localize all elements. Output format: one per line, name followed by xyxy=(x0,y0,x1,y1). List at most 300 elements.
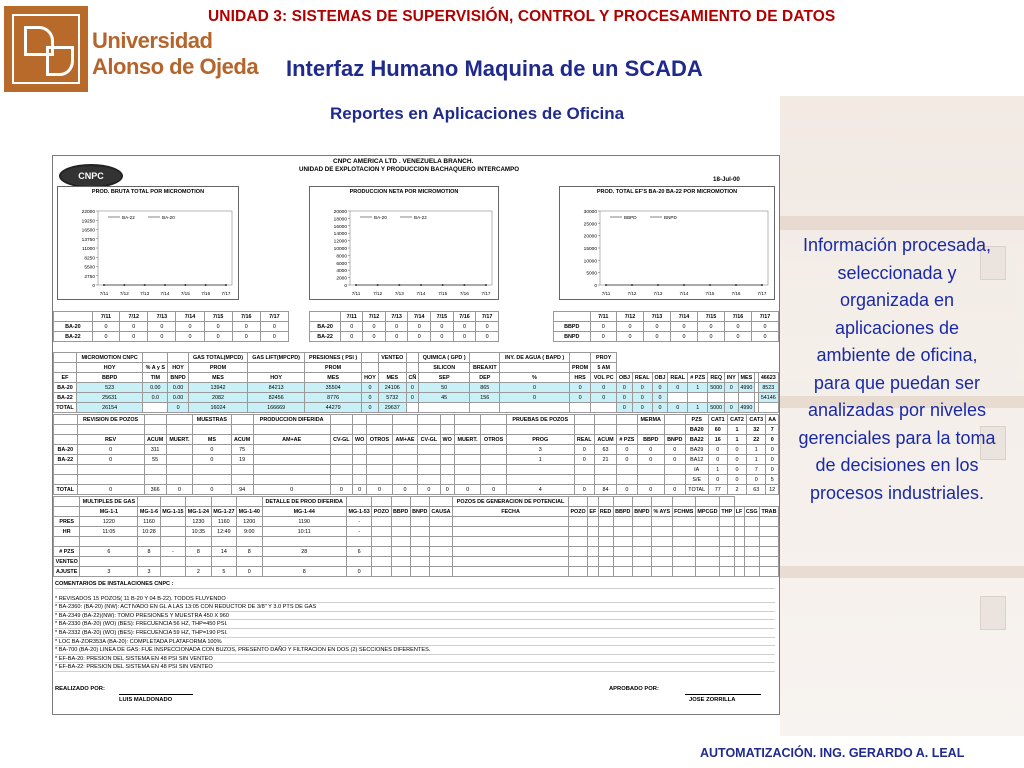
table-cell: 0 xyxy=(747,475,766,485)
table-cell: VENTEO xyxy=(54,557,80,567)
table-cell xyxy=(759,527,778,537)
table-cell xyxy=(367,455,393,465)
table-cell: - xyxy=(346,527,371,537)
table-cell xyxy=(237,537,262,547)
table-cell xyxy=(569,517,588,527)
table-cell: VENTEO xyxy=(378,353,406,363)
table-cell: 8 xyxy=(186,547,211,557)
table-cell: BNPD xyxy=(664,435,685,445)
table-cell: 0 xyxy=(454,485,481,495)
table-cell: 46623 xyxy=(758,373,778,383)
table-cell xyxy=(594,415,616,425)
legend-label: BNPD xyxy=(664,215,677,220)
table-row xyxy=(310,322,499,332)
y-tick-label: 0 xyxy=(92,284,95,289)
table-row xyxy=(54,332,289,342)
table-cell: 0 xyxy=(148,322,176,332)
table-cell xyxy=(664,415,685,425)
table-cell: MG-1-53 xyxy=(346,507,371,517)
x-tick-label: 7/14 xyxy=(416,291,426,296)
table-cell xyxy=(598,537,613,547)
table-cell: 0.00 xyxy=(168,383,188,393)
y-tick-label: 2000 xyxy=(336,276,347,282)
table-cell xyxy=(759,547,778,557)
table-cell: BA-20 xyxy=(54,383,77,393)
table-cell: CSG xyxy=(745,508,758,515)
table-cell xyxy=(453,517,569,527)
table-cell: EF xyxy=(589,508,597,515)
table-row xyxy=(54,373,779,383)
table-cell: TIM xyxy=(143,373,168,383)
table-cell xyxy=(651,517,672,527)
table-cell xyxy=(672,567,695,577)
table-cell xyxy=(253,455,330,465)
y-tick-label: 10000 xyxy=(333,247,347,252)
table-cell xyxy=(470,403,500,413)
table-cell xyxy=(668,393,688,403)
table-cell: 7 xyxy=(747,465,766,475)
table-cell: BA-20 xyxy=(54,322,93,332)
table-cell xyxy=(725,393,738,403)
table-cell: HOY xyxy=(248,373,305,383)
table-cell xyxy=(598,527,613,537)
table-cell: 7/15 xyxy=(204,312,232,322)
table-cell: 0 xyxy=(148,332,176,342)
table-cell xyxy=(481,465,507,475)
table-cell xyxy=(77,425,144,435)
table-cell: 0 xyxy=(92,322,120,332)
table-cell xyxy=(186,497,211,507)
table-cell xyxy=(410,547,429,557)
table-cell xyxy=(253,425,330,435)
table-cell: TOTAL xyxy=(54,403,77,413)
table-cell xyxy=(166,415,193,425)
table-cell xyxy=(353,445,367,455)
y-tick-label: 5500 xyxy=(84,265,95,271)
table-cell: BA-20 xyxy=(54,445,78,455)
table-cell: DEP xyxy=(470,373,500,383)
table-cell: 0 xyxy=(766,435,779,445)
table-cell xyxy=(231,465,253,475)
table-cell xyxy=(440,465,454,475)
table-cell: 0 xyxy=(260,322,288,332)
table-cell: 22 xyxy=(747,435,766,445)
chart-prod-neta: PRODUCCION NETA POR MICROMOTION 20000 18000 16000 14000 12000 10000 8000 6000 4000 2000 0 BA-20 BA-22 7/11 7/12 7/13 7/14 7/15 7/16 7/17 xyxy=(309,186,499,300)
table-cell xyxy=(632,527,651,537)
y-tick-label: 13750 xyxy=(81,237,95,243)
table-cell: 94 xyxy=(231,485,253,495)
table-cell xyxy=(372,567,391,577)
table-cell xyxy=(429,537,452,547)
table-cell xyxy=(143,403,168,413)
table-cell: BBPD xyxy=(392,508,409,515)
table-cell: MES xyxy=(738,373,755,383)
table-cell: 0 xyxy=(617,403,633,413)
table-cell xyxy=(594,465,616,475)
table-cell: OTROS xyxy=(367,435,393,445)
table-cell: 0 xyxy=(260,332,288,342)
table-cell xyxy=(440,445,454,455)
table-cell xyxy=(569,547,588,557)
table-cell: 0 xyxy=(574,445,594,455)
table-cell: 0 xyxy=(724,332,751,342)
table-cell: 55 xyxy=(144,455,166,465)
table-cell xyxy=(632,557,651,567)
table-cell xyxy=(211,537,236,547)
table-cell: INY xyxy=(725,373,738,383)
table-cell xyxy=(231,415,253,425)
table-cell: AM+AE xyxy=(392,435,417,445)
table-cell: 0 xyxy=(176,332,204,342)
table-cell xyxy=(410,517,429,527)
table-cell: 63 xyxy=(747,485,766,495)
table-row xyxy=(554,322,779,332)
table-cell: 7/17 xyxy=(476,312,499,322)
y-tick-label: 16500 xyxy=(81,228,95,234)
table-cell: 0 xyxy=(727,455,746,465)
table-cell xyxy=(367,465,393,475)
table-row xyxy=(54,393,779,403)
comment-line: * BA-700 (BA-20) LINEA DE GAS: FUE INSPECCIONADA CON BUZOS, PRESENTO DAÑO Y FILTRACION EN DOS (2) SECCIONES DIFERENTES. xyxy=(55,646,775,655)
table-cell xyxy=(651,537,672,547)
table-cell: 0 xyxy=(574,485,594,495)
table-cell: LF xyxy=(735,508,743,515)
table-cell: 7/17 xyxy=(260,312,288,322)
table-cell xyxy=(617,465,638,475)
table-cell xyxy=(418,425,440,435)
table-cell xyxy=(672,497,695,507)
x-tick-label: 7/15 xyxy=(438,291,448,296)
table-cell: % A y S xyxy=(143,363,168,373)
table-cell: 0 xyxy=(652,393,668,403)
table-cell xyxy=(453,547,569,557)
table-cell: 35504 xyxy=(304,383,361,393)
table-cell: TOTAL xyxy=(54,485,78,495)
table-row xyxy=(54,322,289,332)
table-cell: 1230 xyxy=(186,517,211,527)
table-cell: 82456 xyxy=(248,393,305,403)
table-cell: SEP xyxy=(418,373,469,383)
table-cell: 7/11 xyxy=(341,312,363,322)
table-cell xyxy=(160,517,185,527)
table-cell: THP xyxy=(721,508,733,515)
table-cell: TOTAL xyxy=(685,485,708,495)
y-tick-label: 14000 xyxy=(333,232,347,238)
table-cell: 1 xyxy=(727,425,746,435)
table-cell xyxy=(598,517,613,527)
table-row xyxy=(54,547,779,557)
university-logo-mark xyxy=(4,6,88,92)
table-cell xyxy=(598,547,613,557)
table-cell: REAL xyxy=(668,373,688,383)
x-tick-label: 7/11 xyxy=(351,291,361,296)
table-cell xyxy=(744,557,759,567)
table-cell: 0 xyxy=(385,322,408,332)
table-cell: DETALLE DE PROD DIFERIDA xyxy=(262,497,346,507)
table-cell: # PZS xyxy=(688,373,708,383)
table-cell: PRES xyxy=(54,517,80,527)
table-cell xyxy=(632,547,651,557)
table-cell xyxy=(353,475,367,485)
table-cell: 0 xyxy=(204,332,232,342)
table-cell xyxy=(144,465,166,475)
table-cell xyxy=(569,497,588,507)
table-cell xyxy=(617,475,638,485)
table-cell: 3 xyxy=(80,567,138,577)
table-cell: 0 xyxy=(500,393,570,403)
table-cell xyxy=(632,537,651,547)
table-cell xyxy=(160,557,185,567)
table-cell: 0 xyxy=(652,383,668,393)
micromotion-table xyxy=(53,352,779,413)
table-cell: 25631 xyxy=(76,393,142,403)
x-tick-label: 7/11 xyxy=(99,291,109,296)
table-cell: 0 xyxy=(617,455,638,465)
table-cell xyxy=(391,497,410,507)
table-cell: 0 xyxy=(362,393,378,403)
table-row xyxy=(54,415,779,425)
y-tick-label: 5000 xyxy=(586,271,597,277)
table-cell: 7/12 xyxy=(616,312,643,322)
y-tick-label: 20000 xyxy=(583,234,597,240)
table-cell: 7/13 xyxy=(385,312,408,322)
table-cell: 0 xyxy=(617,485,638,495)
table-row xyxy=(54,557,779,567)
chart-svg xyxy=(560,187,774,299)
chart-prod-bruta: PROD. BRUTA TOTAL POR MICROMOTION 22000 19250 16500 13750 11000 8250 5500 2750 0 BA-22 BA-20 7/11 7/12 7/13 7/14 7/15 7/16 7/17 xyxy=(57,186,239,300)
table-row xyxy=(54,527,779,537)
table-cell xyxy=(330,415,352,425)
table-cell xyxy=(759,517,778,527)
table-cell xyxy=(166,475,193,485)
table-cell: 0 xyxy=(632,393,652,403)
table-cell xyxy=(144,425,166,435)
legend-label: BA-22 xyxy=(122,215,135,220)
table-cell xyxy=(248,363,305,373)
table-cell: 6 xyxy=(346,547,371,557)
cnpc-logo: CNPC xyxy=(59,164,123,188)
table-cell xyxy=(617,415,638,425)
table-cell: IA xyxy=(685,465,708,475)
table-cell xyxy=(429,517,452,527)
table-cell: BA12 xyxy=(685,455,708,465)
table-cell xyxy=(410,567,429,577)
table-cell: 0 xyxy=(346,567,371,577)
table-cell xyxy=(613,497,632,507)
x-tick-label: 7/13 xyxy=(140,291,150,296)
comment-line: * BA-2360: (BA-20) (NW): ACTIVADO EN GL A LAS 13:05 CON REDUCTOR DE 3/8" Y 3.0 PTS DE GAS xyxy=(55,603,775,612)
table-cell: 166669 xyxy=(248,403,305,413)
table-cell xyxy=(454,445,481,455)
table-cell xyxy=(454,455,481,465)
table-cell: 0 xyxy=(643,322,670,332)
table-cell: 29637 xyxy=(378,403,406,413)
y-tick-label: 19250 xyxy=(81,219,95,225)
table-cell: 865 xyxy=(470,383,500,393)
table-cell xyxy=(440,475,454,485)
table-cell: 0 xyxy=(637,455,664,465)
table-cell: 0 xyxy=(643,332,670,342)
table-row xyxy=(54,537,779,547)
table-cell xyxy=(77,475,144,485)
signature-line-right xyxy=(685,694,761,695)
table-cell: 0 xyxy=(724,322,751,332)
table-cell: 16024 xyxy=(188,403,247,413)
table-cell xyxy=(440,455,454,465)
table-row xyxy=(54,485,779,495)
table-cell xyxy=(330,455,352,465)
x-tick-label: 7/14 xyxy=(160,291,170,296)
y-tick-label: 12000 xyxy=(333,239,347,245)
table-cell: 0 xyxy=(431,322,454,332)
table-cell xyxy=(591,403,617,413)
table-cell xyxy=(362,363,378,373)
table-cell: CV-GL xyxy=(418,435,440,445)
table-cell: 54146 xyxy=(758,393,778,403)
table-cell: 12 xyxy=(766,485,779,495)
table-cell: BBPD xyxy=(554,322,591,332)
table-cell xyxy=(695,527,719,537)
table-cell: 0 xyxy=(392,485,417,495)
table-cell xyxy=(453,527,569,537)
table-cell xyxy=(720,557,734,567)
table-cell: FECHA xyxy=(453,507,569,517)
table-cell xyxy=(262,537,346,547)
table-cell: BBPD xyxy=(637,435,664,445)
table-cell: 0 xyxy=(725,383,738,393)
comment-line: * EF-BA-20: PRESION DEL SISTEMA EN 48 PSI SIN VENTEO xyxy=(55,655,775,664)
table-cell xyxy=(500,363,570,373)
report-date: 18-Jul-00 xyxy=(713,176,740,183)
table-cell: BNPD xyxy=(634,508,650,515)
table-cell xyxy=(330,445,352,455)
production-dates-table-left xyxy=(53,311,289,342)
y-tick-label: 2750 xyxy=(84,274,95,280)
table-cell xyxy=(688,393,708,403)
table-cell xyxy=(391,567,410,577)
table-cell xyxy=(613,567,632,577)
table-cell xyxy=(695,497,719,507)
x-tick-label: 7/13 xyxy=(394,291,404,296)
table-cell xyxy=(353,425,367,435)
table-cell xyxy=(418,415,440,425)
legend-label: BBPD xyxy=(624,215,637,220)
table-cell xyxy=(734,547,744,557)
table-cell: 0 xyxy=(476,322,499,332)
table-cell xyxy=(720,537,734,547)
table-cell: 19 xyxy=(231,455,253,465)
table-cell xyxy=(391,517,410,527)
table-cell xyxy=(720,497,734,507)
table-cell xyxy=(454,415,481,425)
table-cell: BNPD xyxy=(554,332,591,342)
table-cell xyxy=(237,557,262,567)
comment-line: * BA-2332 (BA-20) (WO) (BES): FRECUENCIA 59 HZ, THP=190 PSI. xyxy=(55,629,775,638)
table-cell xyxy=(54,425,78,435)
table-cell: 0.00 xyxy=(143,383,168,393)
table-cell: CAT1 xyxy=(708,415,727,425)
table-cell: 7/17 xyxy=(751,312,778,322)
table-cell xyxy=(362,353,378,363)
table-cell: PRESIONES ( PSI ) xyxy=(304,353,361,363)
table-cell: WO xyxy=(440,435,454,445)
table-cell xyxy=(253,465,330,475)
table-cell: 0 xyxy=(176,322,204,332)
table-cell: 7/16 xyxy=(453,312,476,322)
table-cell: 84 xyxy=(594,485,616,495)
table-cell: 366 xyxy=(144,485,166,495)
table-cell xyxy=(54,312,93,322)
table-cell: 0 xyxy=(476,332,499,342)
description-text: Información procesada, seleccionada y organizada en aplicaciones de ambiente de oficina, para que puedan ser analizadas por niveles gerenciales para la toma de decisiones en los procesos industriales. xyxy=(798,235,996,503)
table-row xyxy=(54,507,779,517)
table-cell: REQ xyxy=(708,373,725,383)
table-cell: OBJ xyxy=(617,373,633,383)
table-cell xyxy=(166,455,193,465)
table-cell: 0 xyxy=(418,485,440,495)
table-cell xyxy=(588,557,598,567)
table-cell xyxy=(392,475,417,485)
table-cell: WO xyxy=(353,435,367,445)
table-cell xyxy=(569,557,588,567)
chart-svg xyxy=(58,187,238,299)
table-row xyxy=(54,425,779,435)
legend-label: BA-20 xyxy=(162,215,175,220)
table-cell: 0 xyxy=(453,332,476,342)
table-cell xyxy=(367,415,393,425)
table-row xyxy=(554,332,779,342)
table-cell xyxy=(193,465,231,475)
table-cell xyxy=(481,445,507,455)
table-cell: CÑ xyxy=(406,373,418,383)
x-tick-label: 7/14 xyxy=(679,291,689,296)
table-cell xyxy=(613,517,632,527)
table-row xyxy=(54,567,779,577)
table-cell: MG-1-40 xyxy=(237,507,262,517)
table-cell: HRS xyxy=(569,373,590,383)
table-cell xyxy=(138,557,160,567)
table-cell: PROG xyxy=(506,435,574,445)
table-cell xyxy=(720,547,734,557)
table-cell: 0 xyxy=(632,383,652,393)
table-cell: 1220 xyxy=(80,517,138,527)
table-cell xyxy=(708,393,725,403)
table-cell xyxy=(574,425,594,435)
table-cell: MG-1-27 xyxy=(211,507,236,517)
table-cell: 1 xyxy=(708,465,727,475)
x-tick-label: 7/12 xyxy=(627,291,637,296)
table-cell: 3 xyxy=(506,445,574,455)
table-cell: 2 xyxy=(186,567,211,577)
table-cell xyxy=(54,465,78,475)
table-cell: BBPD xyxy=(76,373,142,383)
table-cell: ACUM xyxy=(144,435,166,445)
table-cell: 0 xyxy=(727,475,746,485)
table-cell: 156 xyxy=(470,393,500,403)
table-cell xyxy=(138,497,160,507)
table-cell: 2082 xyxy=(188,393,247,403)
table-cell: 0 xyxy=(652,403,668,413)
table-cell: 0 xyxy=(166,485,193,495)
table-cell: 0.0 xyxy=(143,393,168,403)
table-cell: - xyxy=(160,547,185,557)
table-cell: 26154 xyxy=(76,403,142,413)
table-cell xyxy=(734,567,744,577)
table-cell: 0 xyxy=(590,332,616,342)
x-tick-label: 7/17 xyxy=(757,291,767,296)
table-cell: MG-1-6 xyxy=(138,507,160,517)
table-cell xyxy=(330,475,352,485)
